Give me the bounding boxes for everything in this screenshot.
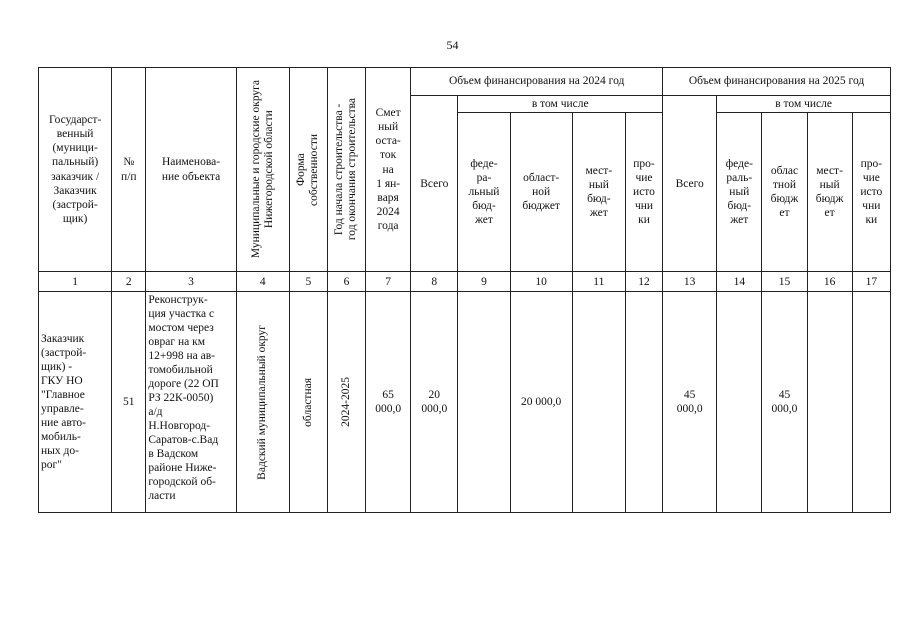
- cell-row-number: 51: [112, 292, 146, 513]
- header-total-2024: Всего: [411, 96, 458, 272]
- header-federal-2025: феде- раль- ный бюд- жет: [717, 113, 762, 272]
- column-number: 14: [717, 272, 762, 292]
- column-number: 10: [510, 272, 572, 292]
- financing-table: [38, 67, 891, 513]
- header-customer: Государст- венный (муници- пальный) заказчик / Заказчик (застрой- щик): [39, 68, 112, 272]
- cell-regional-2025: 45 000,0: [762, 292, 807, 513]
- cell-total-2025: 45 000,0: [663, 292, 717, 513]
- header-financing-2025: Объем финансирования на 2025 год: [663, 68, 891, 96]
- header-district: [236, 68, 289, 272]
- column-number: 8: [411, 272, 458, 292]
- cell-years-text: 2024-2025: [339, 377, 352, 427]
- header-other-2024: про- чие исто чни ки: [625, 113, 662, 272]
- header-local-2024: мест- ный бюд- жет: [572, 113, 625, 272]
- header-local-2025: мест- ный бюдж ет: [807, 113, 852, 272]
- header-row-number: № п/п: [112, 68, 146, 272]
- cell-other-2025: [852, 292, 890, 513]
- column-number: 7: [366, 272, 411, 292]
- header-object-name: Наименова- ние объекта: [146, 68, 236, 272]
- cell-ownership-text: областная: [301, 377, 314, 427]
- table-row: [39, 292, 891, 513]
- column-number: 6: [327, 272, 365, 292]
- cell-customer: Заказчик (застрой- щик) - ГКУ НО "Главное управле- ние авто- мобиль- ных до- рог": [39, 292, 112, 513]
- column-number: 4: [236, 272, 289, 292]
- column-number: 1: [39, 272, 112, 292]
- header-including-2024: в том числе: [458, 96, 663, 113]
- column-number: 12: [625, 272, 662, 292]
- header-other-2025: про- чие исто чни ки: [852, 113, 890, 272]
- cell-federal-2025: [717, 292, 762, 513]
- header-including-2025: в том числе: [717, 96, 891, 113]
- column-number: 13: [663, 272, 717, 292]
- cell-years: [327, 292, 365, 513]
- cell-total-2024: 20 000,0: [411, 292, 458, 513]
- cell-district: [236, 292, 289, 513]
- header-estimate: Смет ный оста- ток на 1 ян- варя 2024 года: [366, 68, 411, 272]
- cell-local-2025: [807, 292, 852, 513]
- header-ownership-text: Форма собственности: [295, 133, 321, 206]
- column-number: 3: [146, 272, 236, 292]
- header-financing-2024: Объем финансирования на 2024 год: [411, 68, 663, 96]
- page-number: 54: [446, 38, 459, 52]
- cell-ownership: [289, 292, 327, 513]
- cell-estimate: 65 000,0: [366, 292, 411, 513]
- header-federal-2024: феде- ра- льный бюд- жет: [458, 113, 510, 272]
- cell-object-name: Реконструк- ция участка с мостом через овраг на км 12+998 на ав- томобильной дороге (22 ОП РЗ 22К-0050) а/д Н.Новгород- Саратов-с.Вад в Вадском районе Ниже- городской об- ласти: [146, 292, 236, 513]
- header-years: [327, 68, 365, 272]
- cell-regional-2024: 20 000,0: [510, 292, 572, 513]
- header-regional-2024: област- ной бюджет: [510, 113, 572, 272]
- cell-other-2024: [625, 292, 662, 513]
- column-number: 11: [572, 272, 625, 292]
- header-ownership: [289, 68, 327, 272]
- column-number: 16: [807, 272, 852, 292]
- header-years-text: Год начала строительства - год окончания строительства: [333, 98, 359, 241]
- header-regional-2025: облас тной бюдж ет: [762, 113, 807, 272]
- header-district-text: Муниципальные и городские округа Нижегородской области: [249, 80, 275, 259]
- cell-local-2024: [572, 292, 625, 513]
- column-number: 9: [458, 272, 510, 292]
- cell-federal-2024: [458, 292, 510, 513]
- column-number-row: [39, 272, 891, 292]
- header-total-2025: Всего: [663, 96, 717, 272]
- column-number: 15: [762, 272, 807, 292]
- column-number: 17: [852, 272, 890, 292]
- column-number: 2: [112, 272, 146, 292]
- cell-district-text: Вадский муниципальный округ: [256, 324, 269, 480]
- column-number: 5: [289, 272, 327, 292]
